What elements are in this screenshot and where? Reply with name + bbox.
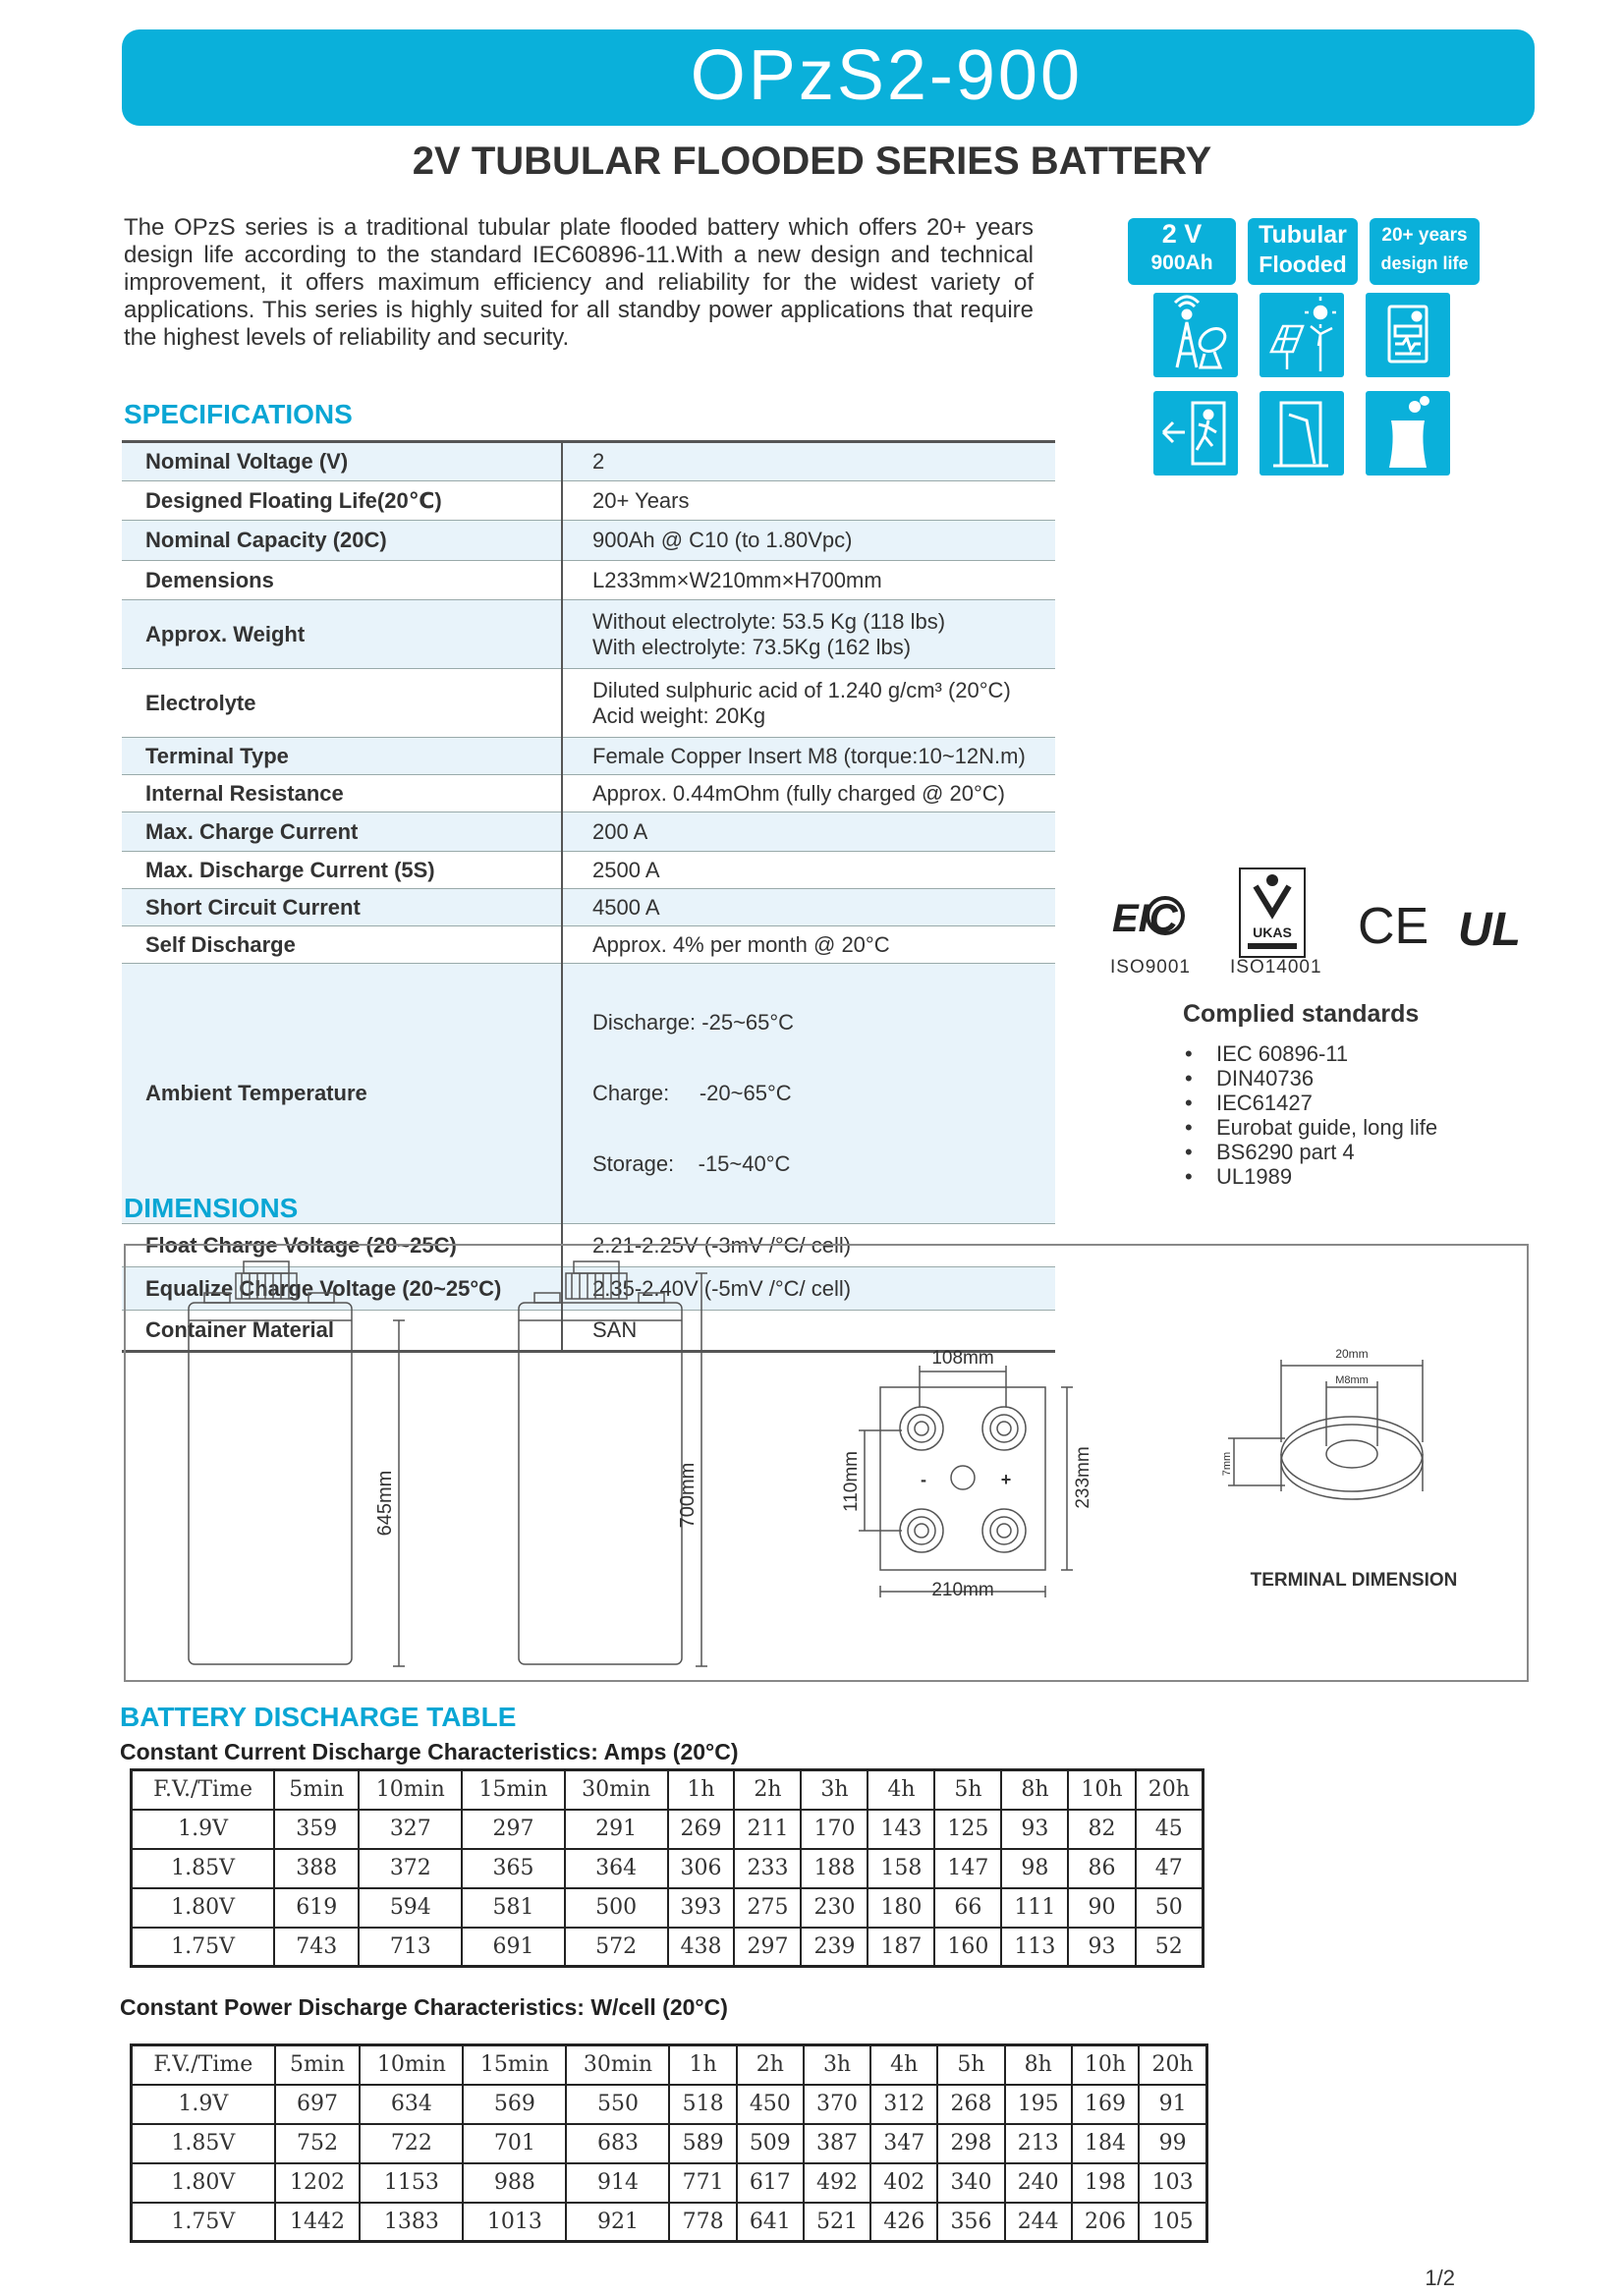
dimensions-heading: DIMENSIONS [124,1193,299,1223]
badge-type: Tubular Flooded [1248,218,1358,285]
battery-front-outline [189,1303,352,1664]
standards-heading: Complied standards [1183,1000,1420,1028]
svg-text:EIC: EIC [1112,897,1178,940]
list-item: • BS6290 part 4 [1183,1140,1437,1164]
power-table-title: Constant Power Discharge Characteristics: W/cell (20°C) [120,1994,728,2020]
spec-row: Float Charge Voltage (20~25C) 2.21-2.25V (-3mV /°C/ cell) [122,1224,1055,1267]
standards-list [1183,1041,1437,1189]
solar-wind-icon [1260,293,1344,377]
specifications-heading: SPECIFICATIONS [124,399,353,429]
spec-row: Container Material SAN [122,1311,1055,1352]
spec-row: Short Circuit Current 4500 A [122,889,1055,926]
svg-text:20mm: 20mm [1335,1347,1369,1361]
table-row: F.V./Time 5min 10min 15min 30min 1h 2h 3h 4h 5h 8h 10h 20h [132,2045,1207,2085]
power-plant-icon [1366,391,1450,476]
spec-row: Self Discharge Approx. 4% per month @ 20°C [122,926,1055,964]
iso9001-label: ISO9001 [1110,957,1191,978]
title-bar [122,29,1535,126]
svg-text:7mm: 7mm [1221,1451,1233,1477]
spec-row: Equalize Charge Voltage (20~25°C) 2.35-2.40V (-5mV /°C/ cell) [122,1267,1055,1311]
ukas-logo [1238,867,1307,959]
badge-voltage: 2 V 900Ah [1128,218,1236,285]
ul-mark [1452,896,1531,957]
spec-row: Internal Resistance Approx. 0.44mOhm (fully charged @ 20°C) [122,775,1055,812]
spec-row: Nominal Voltage (V) 2 [122,442,1055,481]
svg-text:CE: CE [1358,898,1429,955]
svg-text:110mm: 110mm [841,1451,862,1512]
spec-row: Approx. Weight Without electrolyte: 53.5 Kg (118 lbs) With electrolyte: 73.5Kg (162 lbs) [122,600,1055,669]
svg-text:-: - [921,1470,926,1489]
table-row: 1.85V 752 722 701 683 589 509 387 347 298 213 184 99 [132,2124,1207,2163]
svg-text:UL: UL [1458,904,1521,956]
spec-row: Designed Floating Life(20℃) 20+ Years [122,481,1055,521]
table-row: 1.85V 388 372 365 364 306 233 188 158 147 98 86 47 [132,1849,1204,1888]
list-item: • IEC61427 [1183,1091,1437,1115]
svg-text:108mm: 108mm [931,1348,994,1369]
spec-row: Electrolyte Diluted sulphuric acid of 1.240 g/cm³ (20°C) Acid weight: 20Kg [122,669,1055,738]
current-discharge-table [130,1768,1204,1968]
table-row: 1.75V 743 713 691 572 438 297 239 187 160 113 93 52 [132,1928,1204,1967]
battery-side-outline [519,1303,682,1664]
table-row: 1.75V 1442 1383 1013 921 778 641 521 426 356 244 206 105 [132,2203,1207,2242]
intro-paragraph: The OPzS series is a traditional tubular plate flooded battery which offers 20+ years design life according to the standard IEC60896-11.With a new design and technical improvement, it offers maximum efficiency and reliability for the widest variety of applications. This series is highly suited for all standby power applications that require the highest levels of reliability and security. [124,214,1034,351]
spec-row: Max. Discharge Current (5S) 2500 A [122,852,1055,889]
ce-mark [1356,898,1429,955]
svg-text:645mm: 645mm [374,1470,396,1537]
svg-text:233mm: 233mm [1073,1446,1093,1509]
spec-row: Terminal Type Female Copper Insert M8 (torque:10~12N.m) [122,738,1055,775]
table-row: 1.9V 697 634 569 550 518 450 370 312 268 195 169 91 [132,2085,1207,2124]
spec-row: Ambient Temperature Discharge: -25~65°C Charge: -20~65°C Storage: -15~40°C [122,964,1055,1224]
table-row: 1.80V 1202 1153 988 914 771 617 492 402 340 240 198 103 [132,2163,1207,2203]
battery-front-vent [244,1261,289,1273]
spec-row: Demensions L233mm×W210mm×H700mm [122,561,1055,600]
door-icon [1260,391,1344,476]
page-title: OPzS2-900 [690,36,1083,115]
discharge-heading: BATTERY DISCHARGE TABLE [120,1702,517,1732]
svg-text:700mm: 700mm [677,1462,699,1529]
current-table-title: Constant Current Discharge Characteristics: Amps (20°C) [120,1739,739,1764]
page-subtitle: 2V TUBULAR FLOODED SERIES BATTERY [412,140,1212,183]
list-item: • UL1989 [1183,1164,1437,1189]
page-number: 1/2 [1425,2266,1455,2290]
emergency-exit-icon [1153,391,1238,476]
telecom-tower-satellite-icon [1153,293,1238,377]
svg-text:TERMINAL DIMENSION: TERMINAL DIMENSION [1250,1570,1458,1591]
svg-text:210mm: 210mm [931,1580,994,1600]
spec-row: Nominal Capacity (20C) 900Ah @ C10 (to 1.80Vpc) [122,521,1055,561]
svg-text:UKAS: UKAS [1253,924,1292,940]
power-discharge-table [130,2043,1208,2243]
table-row: 1.9V 359 327 297 291 269 211 170 143 125 93 82 45 [132,1810,1204,1849]
svg-text:M8mm: M8mm [1335,1374,1369,1386]
table-row: 1.80V 619 594 581 500 393 275 230 180 66 111 90 50 [132,1888,1204,1928]
spec-row: Max. Charge Current 200 A [122,812,1055,852]
control-panel-icon [1366,293,1450,377]
badge-design-life: 20+ years design life [1370,218,1480,285]
list-item: • DIN40736 [1183,1066,1437,1091]
dimensions-diagram [124,1244,1529,1682]
iso14001-label: ISO14001 [1230,957,1322,978]
list-item: • IEC 60896-11 [1183,1041,1437,1066]
list-item: • Eurobat guide, long life [1183,1115,1437,1140]
eic-logo [1108,890,1193,943]
table-row: F.V./Time 5min 10min 15min 30min 1h 2h 3h 4h 5h 8h 10h 20h [132,1770,1204,1810]
svg-text:+: + [1000,1470,1012,1489]
